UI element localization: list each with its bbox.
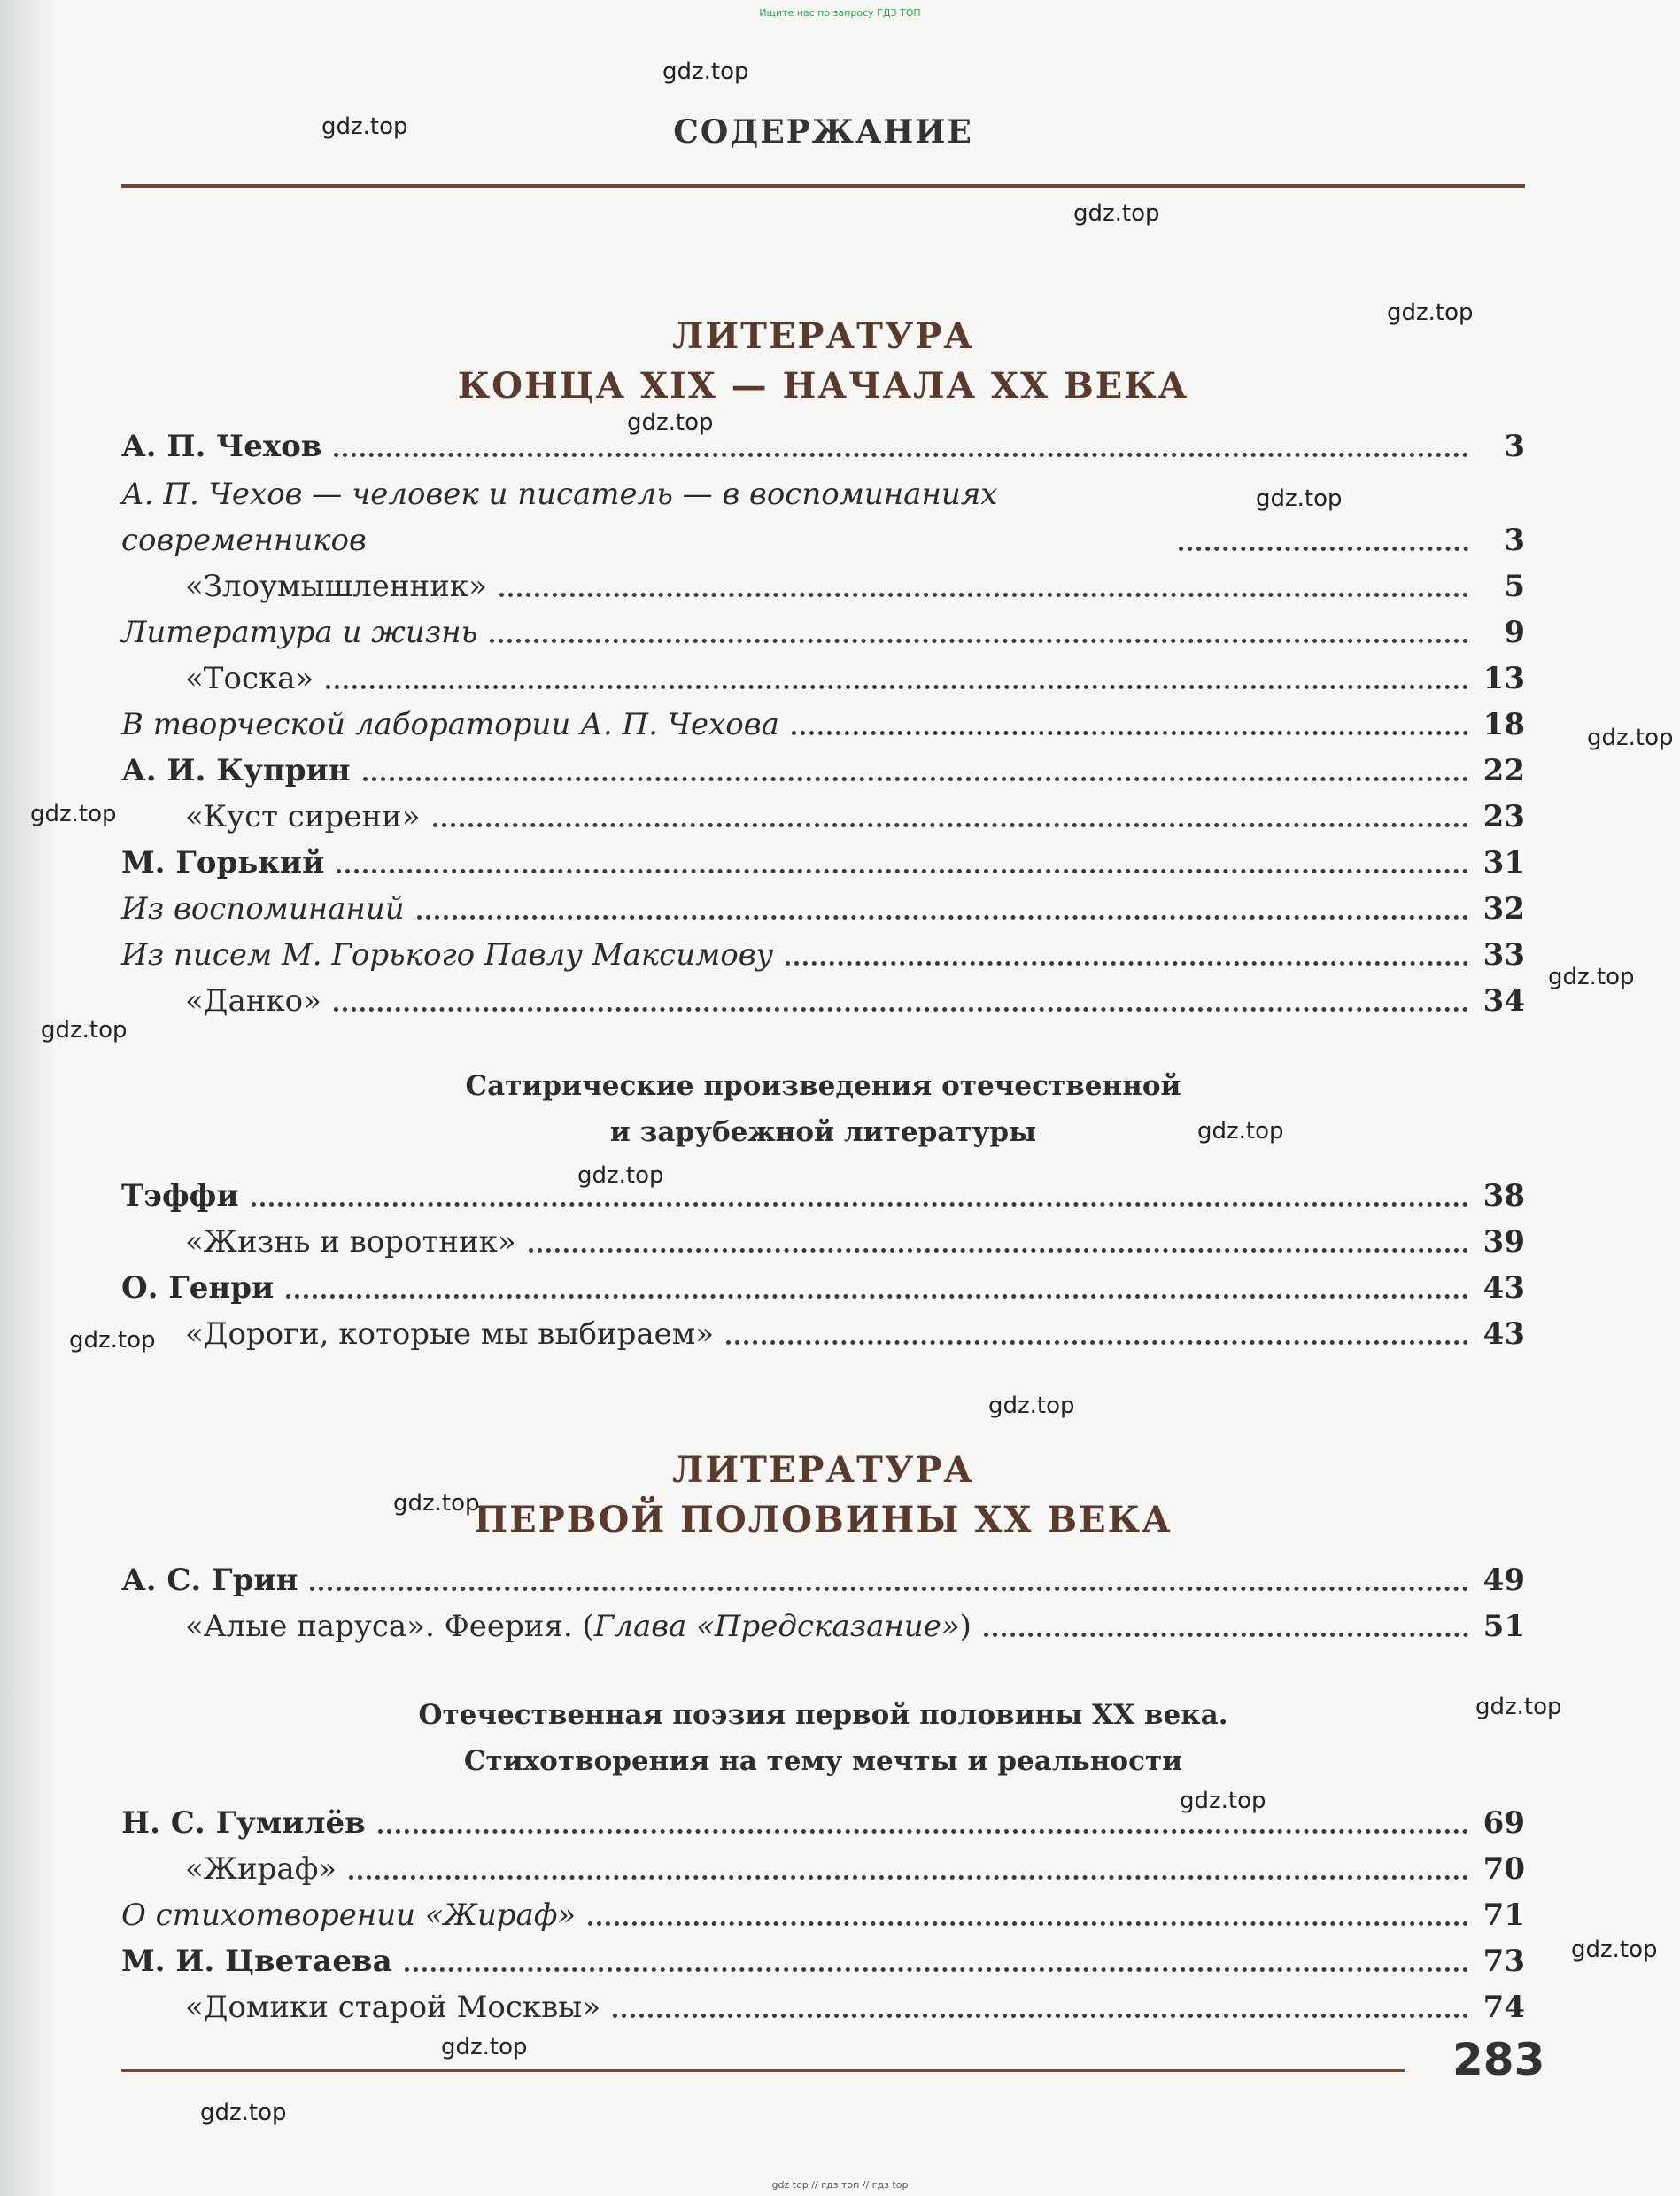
toc-entry-title: А. П. Чехов — [121, 429, 322, 464]
toc-entry-title: Из воспоминаний — [121, 891, 405, 927]
toc-page-number: 18 — [1483, 707, 1525, 742]
toc-entry-zhizn-i-vorotnik[interactable] — [121, 1219, 1525, 1265]
toc-entry-chekhov-lab[interactable] — [121, 702, 1525, 748]
top-note: Ищите нас по запросу ГДЗ ТОП — [759, 7, 921, 19]
toc-page-number: 23 — [1483, 799, 1525, 834]
toc-entry-title-end: ) — [959, 1609, 972, 1644]
header-rule — [121, 184, 1525, 188]
toc-page-number: 71 — [1483, 1897, 1525, 1933]
toc-page-number: 3 — [1504, 523, 1525, 558]
toc-entry-chekhov[interactable] — [121, 423, 1525, 469]
watermark: gdz.top — [662, 58, 749, 85]
toc-entry-title: «Домики старой Москвы» — [185, 1990, 601, 2025]
watermark: gdz.top — [1387, 299, 1474, 326]
section-title-line1: ЛИТЕРАТУРА — [672, 315, 974, 357]
watermark: gdz.top — [1256, 485, 1343, 512]
subsection-title-line1: Отечественная поэзия первой половины XX века. — [418, 1699, 1228, 1731]
toc-entry-title: «Дороги, которые мы выбираем» — [185, 1316, 715, 1352]
toc-entry-title: «Жираф» — [185, 1851, 337, 1887]
leader-dots — [613, 2014, 1468, 2018]
toc-page-number: 13 — [1483, 661, 1525, 696]
watermark: gdz.top — [627, 409, 714, 436]
leader-dots — [363, 777, 1468, 781]
page-number: 283 — [1452, 2034, 1545, 2085]
toc-entry-title: О стихотворении «Жираф» — [121, 1897, 577, 1933]
toc-entry-literature-and-life[interactable] — [121, 609, 1525, 656]
watermark: gdz.top — [200, 2099, 287, 2126]
footer-rule — [121, 2069, 1405, 2072]
watermark: gdz.top — [1571, 1936, 1658, 1963]
section-title — [121, 1446, 1525, 1545]
toc-page-number: 34 — [1483, 983, 1525, 1019]
leader-dots — [792, 731, 1468, 735]
page-title: СОДЕРЖАНИЕ — [673, 113, 973, 151]
toc-entry-title: «Жизнь и воротник» — [185, 1224, 516, 1260]
toc-page-number: 9 — [1504, 615, 1525, 650]
toc-entry-o-henry[interactable] — [121, 1265, 1525, 1311]
toc-page-number: 31 — [1483, 845, 1525, 881]
watermark: gdz.top — [30, 801, 117, 827]
leader-dots — [337, 869, 1468, 873]
toc-entry-teffi[interactable] — [121, 1173, 1525, 1219]
watermark: gdz.top — [1180, 1788, 1266, 1814]
leader-dots — [433, 823, 1469, 827]
section-title-line2: КОНЦА XIX — НАЧАЛА XX ВЕКА — [457, 365, 1189, 407]
watermark: gdz.top — [393, 1490, 480, 1517]
watermark: gdz.top — [69, 1327, 156, 1354]
toc-page-number: 69 — [1483, 1805, 1525, 1841]
leader-dots — [334, 1007, 1468, 1012]
toc-page-number: 49 — [1483, 1563, 1525, 1598]
toc-entry-grin[interactable] — [121, 1557, 1525, 1603]
watermark: gdz.top — [41, 1017, 128, 1044]
toc-entry-zloumyshlennik[interactable] — [121, 563, 1525, 609]
leader-dots — [310, 1587, 1468, 1591]
subsection-title — [121, 1692, 1525, 1784]
toc-entry-about-zhiraf[interactable] — [121, 1892, 1525, 1938]
toc-page-number: 39 — [1483, 1224, 1525, 1260]
toc-entry-toska[interactable] — [121, 656, 1525, 702]
watermark: gdz.top — [1073, 200, 1160, 227]
toc-page-number: 5 — [1504, 569, 1525, 604]
watermark: gdz.top — [1197, 1118, 1284, 1145]
toc-entry-title-italic: Глава «Предсказание» — [593, 1609, 960, 1644]
toc-entry-title: А. П. Чехов — человек и писатель — в воспоминаниях современников — [121, 477, 998, 558]
watermark: gdz.top — [577, 1162, 664, 1189]
watermark: gdz.top — [1475, 1694, 1562, 1720]
leader-dots — [334, 453, 1468, 457]
toc-entry-title: Н. С. Гумилёв — [121, 1805, 366, 1841]
section-title-line1: ЛИТЕРАТУРА — [672, 1449, 974, 1491]
leader-dots — [490, 639, 1468, 643]
toc-page-number: 22 — [1483, 753, 1525, 788]
toc-entry-title: А. С. Грин — [121, 1563, 298, 1598]
leader-dots — [1179, 547, 1468, 551]
toc-page-number: 70 — [1483, 1851, 1525, 1887]
toc-page-number: 38 — [1483, 1178, 1525, 1214]
leader-dots — [405, 1967, 1468, 1972]
toc-entry-zhiraf[interactable] — [121, 1846, 1525, 1892]
toc-entry-title: «Данко» — [185, 983, 321, 1019]
toc-page-number: 3 — [1504, 429, 1525, 464]
toc-page-number: 43 — [1483, 1316, 1525, 1352]
toc-entry-dorogi[interactable] — [121, 1311, 1525, 1357]
watermark: gdz.top — [1587, 725, 1674, 751]
leader-dots — [417, 915, 1468, 920]
leader-dots — [984, 1633, 1468, 1637]
leader-dots — [529, 1248, 1468, 1253]
leader-dots — [588, 1921, 1468, 1926]
leader-dots — [252, 1202, 1468, 1207]
toc-entry-title: Тэффи — [121, 1178, 239, 1214]
leader-dots — [786, 961, 1468, 966]
toc-entry-title: «Куст сирени» — [185, 799, 421, 834]
toc-entry-alye-parusa[interactable] — [121, 1603, 1525, 1649]
toc-entry-title — [121, 1603, 972, 1649]
toc-entry-title: О. Генри — [121, 1270, 275, 1306]
watermark: gdz.top — [988, 1393, 1075, 1419]
toc-entry-gorky-letters[interactable] — [121, 932, 1525, 978]
toc-entry-title: М. И. Цветаева — [121, 1944, 392, 1979]
toc-entry-domiki[interactable] — [121, 1984, 1525, 2030]
bottom-note: gdz top // гдз топ // гдз top — [771, 2179, 909, 2191]
toc-entry-title: Из писем М. Горького Павлу Максимову — [121, 937, 774, 973]
toc-page-number: 74 — [1483, 1990, 1525, 2025]
toc-entry-tsvetaeva[interactable] — [121, 1938, 1525, 1984]
watermark: gdz.top — [441, 2034, 528, 2060]
subsection-title-line1: Сатирические произведения отечественной — [465, 1070, 1181, 1102]
toc-entry-title: «Тоска» — [185, 661, 314, 696]
subsection-title-line2: Стихотворения на тему мечты и реальности — [463, 1745, 1183, 1777]
subsection-title-line2: и зарубежной литературы — [609, 1116, 1037, 1148]
toc-page-number: 73 — [1483, 1944, 1525, 1979]
toc-page-number: 51 — [1483, 1609, 1525, 1644]
leader-dots — [286, 1294, 1468, 1299]
section-title — [121, 312, 1525, 411]
toc-page-number: 33 — [1483, 937, 1525, 973]
toc-entry-title: В творческой лаборатории А. П. Чехова — [121, 707, 779, 742]
toc-entry-kust-sireni[interactable] — [121, 794, 1525, 840]
toc-entry-title: А. И. Куприн — [121, 753, 351, 788]
leader-dots — [378, 1829, 1468, 1834]
watermark: gdz.top — [321, 113, 408, 140]
toc-entry-gorky[interactable] — [121, 840, 1525, 886]
leader-dots — [349, 1875, 1468, 1880]
book-spine-shadow — [0, 0, 55, 2196]
watermark: gdz.top — [1548, 964, 1635, 990]
toc-entry-title: «Злоумышленник» — [185, 569, 487, 604]
toc-entry-memoirs[interactable] — [121, 886, 1525, 932]
toc-page-number: 43 — [1483, 1270, 1525, 1306]
subsection-title — [121, 1063, 1525, 1155]
toc-entry-kuprin[interactable] — [121, 748, 1525, 794]
toc-entry-gumilev[interactable] — [121, 1800, 1525, 1846]
leader-dots — [499, 593, 1468, 597]
leader-dots — [726, 1340, 1468, 1345]
toc-entry-title-main: «Алые паруса». Феерия. ( — [185, 1609, 594, 1644]
toc-entry-title: М. Горький — [121, 845, 325, 881]
toc-entry-title: Литература и жизнь — [121, 615, 478, 650]
leader-dots — [326, 685, 1468, 689]
toc-entry-danko[interactable] — [121, 978, 1525, 1024]
toc-page-number: 32 — [1483, 891, 1525, 927]
section-title-line2: ПЕРВОЙ ПОЛОВИНЫ XX ВЕКА — [474, 1499, 1173, 1540]
